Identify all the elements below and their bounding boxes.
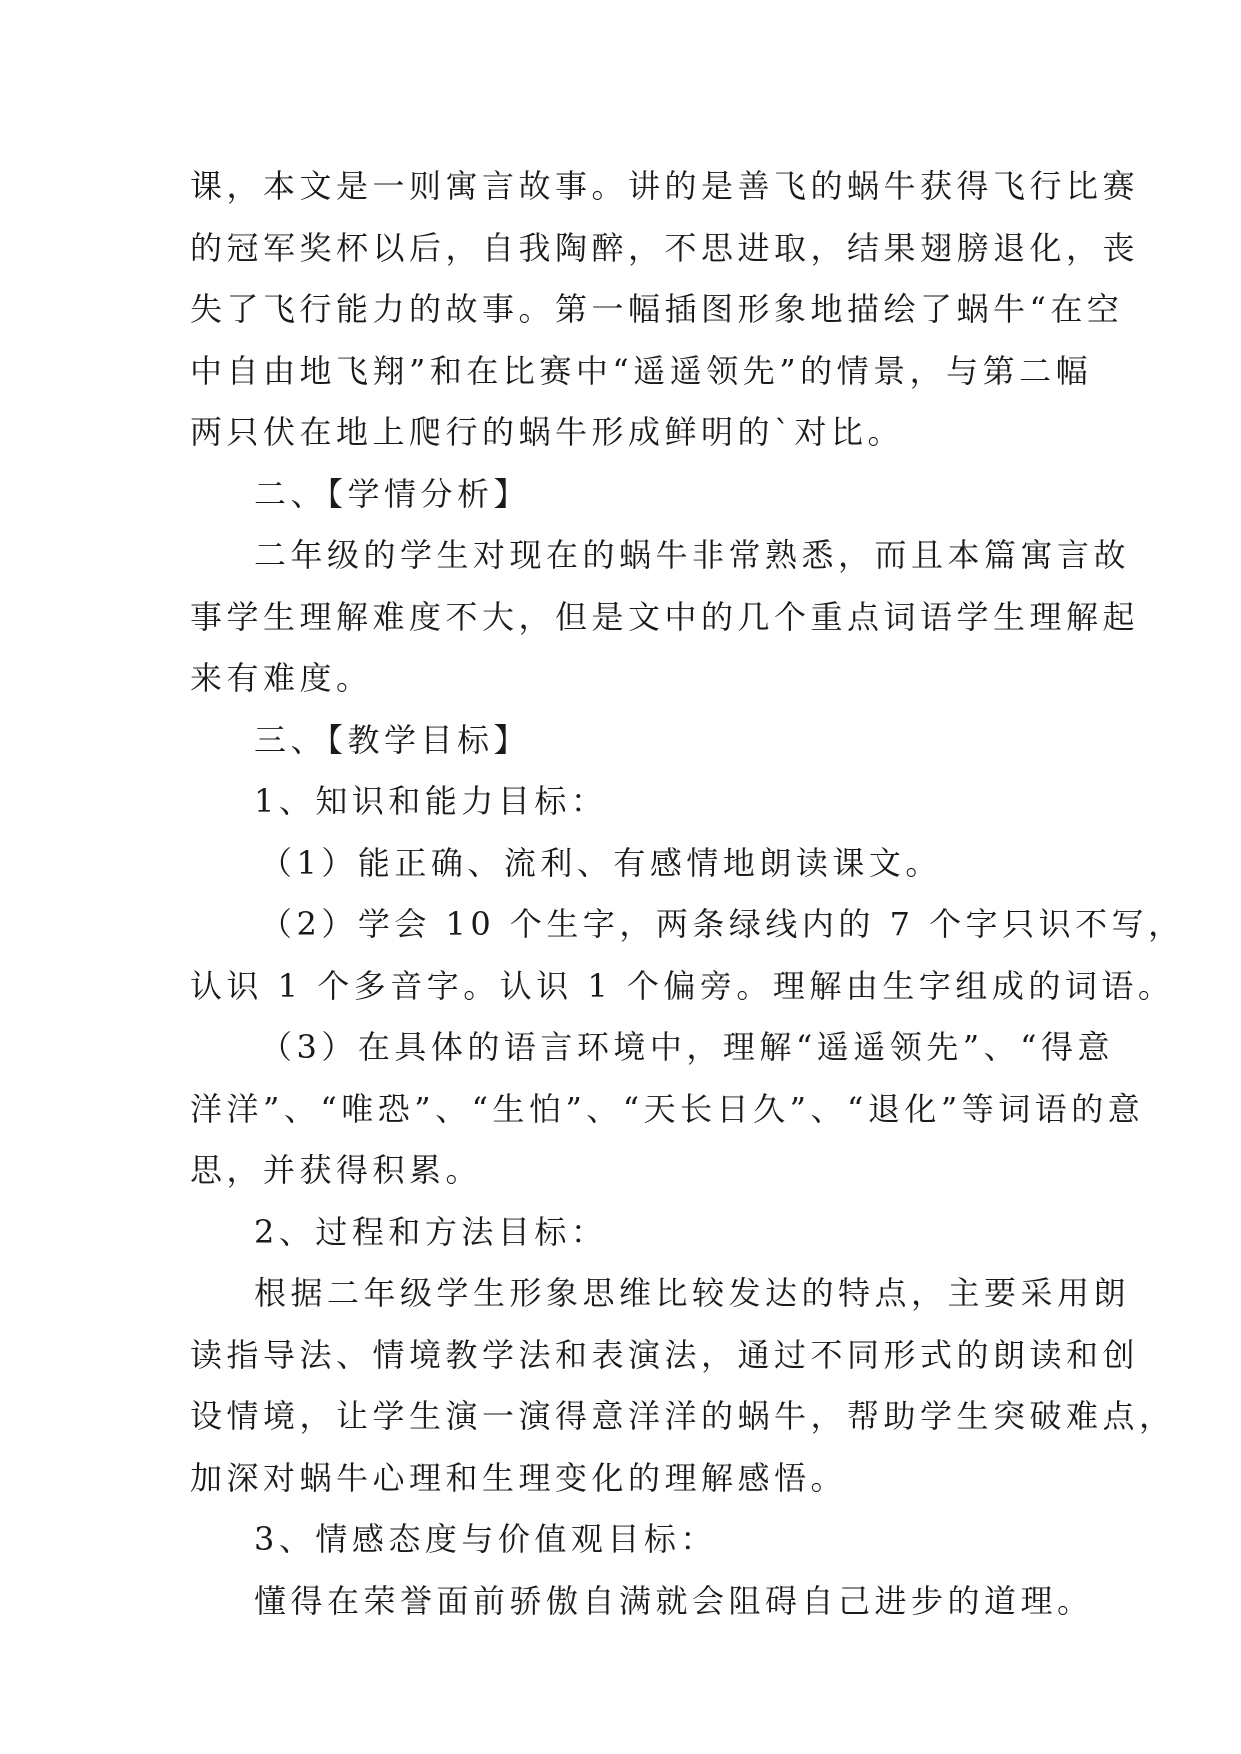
list-item: （2）学会 10 个生字，两条绿线内的 7 个字只识不写， [260, 905, 1185, 943]
text-line: 洋洋”、“唯恐”、“生怕”、“天长日久”、“退化”等词语的意 [190, 1089, 1145, 1128]
text-line: 来有难度。 [190, 659, 373, 697]
section-heading: 三、【教学目标】 [254, 720, 531, 759]
text-line: 根据二年级学生形象思维比较发达的特点，主要采用朗 [254, 1274, 1131, 1312]
subsection-heading: 3、情感态度与价值观目标： [254, 1520, 717, 1558]
text-line: 读指导法、情境教学法和表演法，通过不同形式的朗读和创 [190, 1335, 1140, 1374]
text-line: 加深对蜗牛心理和生理变化的理解感悟。 [190, 1458, 848, 1497]
section-heading: 二、【学情分析】 [254, 474, 531, 513]
subsection-heading: 2、过程和方法目标： [254, 1212, 608, 1251]
text-line: 认识 1 个多音字。认识 1 个偏旁。理解由生字组成的词语。 [190, 966, 1175, 1005]
text-line: 中自由地飞翔”和在比赛中“遥遥领先”的情景，与第二幅 [190, 351, 1093, 390]
text-line: 懂得在荣誉面前骄傲自满就会阻碍自己进步的道理。 [254, 1581, 1094, 1620]
text-line: 课，本文是一则寓言故事。讲的是善飞的蜗牛获得飞行比赛 [190, 167, 1140, 205]
text-line: 的冠军奖杯以后，自我陶醉，不思进取，结果翅膀退化，丧 [190, 228, 1140, 267]
subsection-heading: 1、知识和能力目标： [254, 782, 608, 820]
list-item: （1）能正确、流利、有感情地朗读课文。 [260, 843, 942, 882]
text-line: 设情境，让学生演一演得意洋洋的蜗牛，帮助学生突破难点， [190, 1397, 1176, 1435]
text-line: 二年级的学生对现在的蜗牛非常熟悉，而且本篇寓言故 [254, 536, 1131, 574]
list-item: （3）在具体的语言环境中，理解“遥遥领先”、“得意 [260, 1028, 1114, 1066]
text-line: 失了飞行能力的故事。第一幅插图形象地描绘了蜗牛“在空 [190, 290, 1124, 328]
text-line: 思，并获得积累。 [190, 1151, 483, 1189]
text-line: 两只伏在地上爬行的蜗牛形成鲜明的`对比。 [190, 413, 905, 451]
document-body [190, 156, 1185, 1632]
text-line: 事学生理解难度不大，但是文中的几个重点词语学生理解起 [190, 597, 1140, 636]
